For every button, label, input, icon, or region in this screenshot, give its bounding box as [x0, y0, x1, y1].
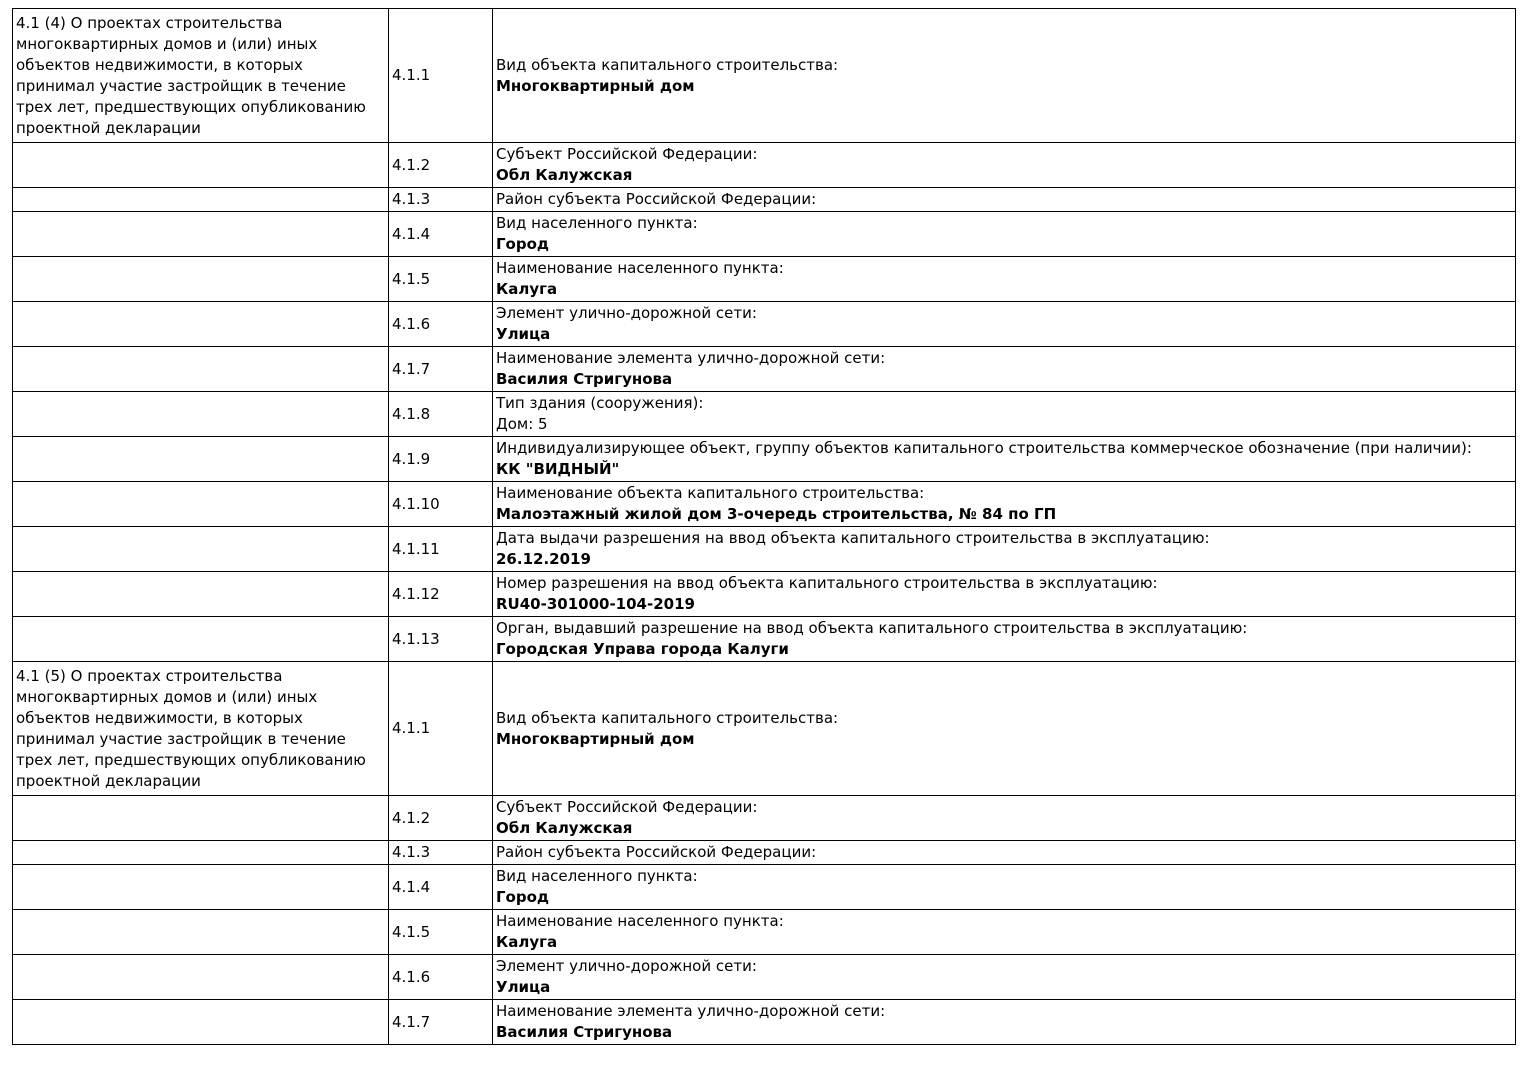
section-description-empty [13, 188, 389, 212]
table-row [13, 212, 1516, 257]
row-content-cell [493, 841, 1516, 865]
field-value: Дом: 5 [496, 415, 548, 433]
section-description-empty [13, 392, 389, 437]
table-row [13, 392, 1516, 437]
row-code: 4.1.2 [389, 796, 493, 841]
row-code: 4.1.1 [389, 9, 493, 143]
row-code: 4.1.5 [389, 257, 493, 302]
field-label: Орган, выдавший разрешение на ввод объекта капитального строительства в эксплуатацию: [496, 619, 1248, 637]
row-code: 4.1.12 [389, 572, 493, 617]
table-row [13, 1000, 1516, 1045]
field-value: КК "ВИДНЫЙ" [496, 460, 620, 478]
row-content-cell [493, 796, 1516, 841]
section-description: 4.1 (4) О проектах строительства многоквартирных домов и (или) иных объектов недвижимости, в которых принимал участие застройщик в течение трех лет, предшествующих опубликованию проектной декларации [13, 9, 389, 143]
section-description-empty [13, 572, 389, 617]
field-value: 26.12.2019 [496, 550, 591, 568]
table-row [13, 527, 1516, 572]
row-content-cell [493, 392, 1516, 437]
section-description-empty [13, 257, 389, 302]
field-label: Вид населенного пункта: [496, 214, 698, 232]
row-content-cell [493, 865, 1516, 910]
row-code: 4.1.13 [389, 617, 493, 662]
table-row [13, 572, 1516, 617]
table-row [13, 188, 1516, 212]
section-description-empty [13, 437, 389, 482]
table-row [13, 9, 1516, 143]
section-description: 4.1 (5) О проектах строительства многоквартирных домов и (или) иных объектов недвижимости, в которых принимал участие застройщик в течение трех лет, предшествующих опубликованию проектной декларации [13, 662, 389, 796]
table-row [13, 841, 1516, 865]
row-code: 4.1.7 [389, 347, 493, 392]
row-content-cell [493, 347, 1516, 392]
section-description-empty [13, 955, 389, 1000]
table-row [13, 143, 1516, 188]
row-code: 4.1.3 [389, 188, 493, 212]
row-code: 4.1.5 [389, 910, 493, 955]
field-value: Улица [496, 978, 551, 996]
field-label: Вид объекта капитального строительства: [496, 55, 839, 74]
row-code: 4.1.3 [389, 841, 493, 865]
table-row [13, 617, 1516, 662]
section-description-empty [13, 482, 389, 527]
row-content-cell [493, 482, 1516, 527]
section-description-empty [13, 143, 389, 188]
row-content-cell [493, 955, 1516, 1000]
field-label: Наименование элемента улично-дорожной сети: [496, 349, 886, 367]
row-code: 4.1.10 [389, 482, 493, 527]
row-content-cell [493, 143, 1516, 188]
field-value: Василия Стригунова [496, 370, 673, 388]
table-row [13, 257, 1516, 302]
row-code: 4.1.8 [389, 392, 493, 437]
section-description-empty [13, 865, 389, 910]
row-content-cell [493, 257, 1516, 302]
field-value: Малоэтажный жилой дом 3-очередь строительства, № 84 по ГП [496, 505, 1057, 523]
section-description-empty [13, 796, 389, 841]
section-description-empty [13, 347, 389, 392]
row-code: 4.1.4 [389, 212, 493, 257]
field-value: Василия Стригунова [496, 1023, 673, 1041]
row-code: 4.1.9 [389, 437, 493, 482]
section-description-empty [13, 1000, 389, 1045]
field-label: Субъект Российской Федерации: [496, 145, 758, 163]
field-label: Район субъекта Российской Федерации: [496, 190, 817, 208]
field-value: Калуга [496, 933, 558, 951]
field-value: Калуга [496, 280, 558, 298]
row-content-cell [493, 188, 1516, 212]
table-row [13, 482, 1516, 527]
row-code: 4.1.7 [389, 1000, 493, 1045]
field-label: Субъект Российской Федерации: [496, 798, 758, 816]
field-label: Вид населенного пункта: [496, 867, 698, 885]
table-row [13, 302, 1516, 347]
row-code: 4.1.2 [389, 143, 493, 188]
row-code: 4.1.11 [389, 527, 493, 572]
field-value: Многоквартирный дом [496, 76, 695, 95]
table-row [13, 347, 1516, 392]
row-content-cell [493, 302, 1516, 347]
field-value: Улица [496, 325, 551, 343]
field-label: Наименование элемента улично-дорожной сети: [496, 1002, 886, 1020]
section-description-empty [13, 302, 389, 347]
field-label: Наименование объекта капитального строительства: [496, 484, 925, 502]
field-label: Вид объекта капитального строительства: [496, 708, 839, 727]
field-label: Наименование населенного пункта: [496, 912, 784, 930]
table-row [13, 865, 1516, 910]
section-description-empty [13, 212, 389, 257]
field-label: Номер разрешения на ввод объекта капитального строительства в эксплуатацию: [496, 574, 1158, 592]
table-row [13, 955, 1516, 1000]
row-content-cell [493, 212, 1516, 257]
field-value: Многоквартирный дом [496, 729, 695, 748]
table-row [13, 437, 1516, 482]
row-content-cell [493, 1000, 1516, 1045]
project-declaration-table [12, 8, 1516, 1045]
row-content-cell [493, 527, 1516, 572]
field-label: Наименование населенного пункта: [496, 259, 784, 277]
field-value: Обл Калужская [496, 819, 633, 837]
row-code: 4.1.1 [389, 662, 493, 796]
row-content-cell [493, 437, 1516, 482]
section-description-empty [13, 527, 389, 572]
row-code: 4.1.6 [389, 955, 493, 1000]
row-content-cell [493, 662, 1516, 796]
row-content-cell [493, 572, 1516, 617]
field-value: Обл Калужская [496, 166, 633, 184]
table-row [13, 910, 1516, 955]
field-value: Город [496, 888, 550, 906]
row-code: 4.1.4 [389, 865, 493, 910]
field-value: Городская Управа города Калуги [496, 640, 789, 658]
section-description-empty [13, 617, 389, 662]
field-label: Элемент улично-дорожной сети: [496, 304, 757, 322]
section-description-empty [13, 841, 389, 865]
field-label: Дата выдачи разрешения на ввод объекта капитального строительства в эксплуатацию: [496, 529, 1210, 547]
section-description-empty [13, 910, 389, 955]
row-content-cell [493, 9, 1516, 143]
field-label: Индивидуализирующее объект, группу объектов капитального строительства коммерческое обозначение (при наличии): [496, 439, 1472, 457]
row-content-cell [493, 617, 1516, 662]
field-label: Район субъекта Российской Федерации: [496, 843, 817, 861]
row-content-cell [493, 910, 1516, 955]
row-code: 4.1.6 [389, 302, 493, 347]
field-value: Город [496, 235, 550, 253]
field-label: Тип здания (сооружения): [496, 394, 704, 412]
field-label: Элемент улично-дорожной сети: [496, 957, 757, 975]
field-value: RU40-301000-104-2019 [496, 595, 695, 613]
table-row [13, 662, 1516, 796]
table-row [13, 796, 1516, 841]
